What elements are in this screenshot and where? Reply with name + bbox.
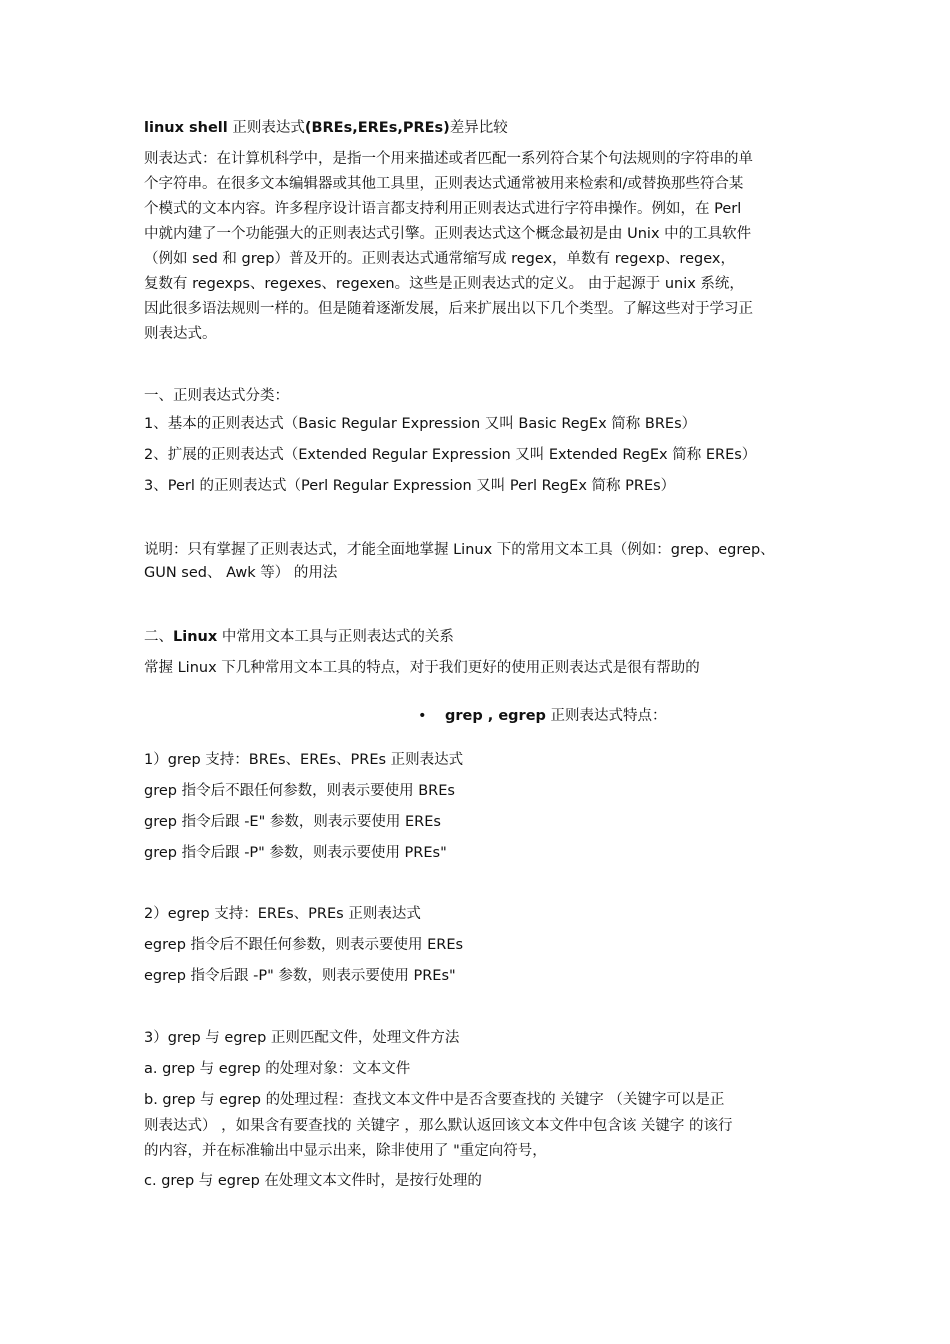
intro-line: 则表达式：在计算机科学中，是指一个用来描述或者匹配一系列符合某个句法规则的字符串的单 xyxy=(144,151,753,167)
classification-item: 3、Perl 的正则表达式（Perl Regular Expression 又叫 Perl RegEx 简称 PREs） xyxy=(144,478,676,494)
grep-line: grep 指令后跟 -P" 参数，则表示要使用 PREs" xyxy=(144,845,447,861)
classification-item: 2、扩展的正则表达式（Extended Regular Expression 又叫 Extended RegEx 简称 EREs） xyxy=(144,447,757,463)
section2-heading-suffix: 中常用文本工具与正则表达式的关系 xyxy=(217,629,454,645)
note-line: GUN sed、 Awk 等） 的用法 xyxy=(144,565,338,581)
intro-line: 因此很多语法规则一样的。但是随着逐渐发展，后来扩展出以下几个类型。了解这些对于学习正 xyxy=(144,301,753,317)
file-line: 则表达式） ，如果含有要查找的 关键字 ，那么默认返回该文本文件中包含该 关键字 的该行 xyxy=(144,1118,733,1134)
section1-heading: 一、正则表达式分类： xyxy=(144,388,289,404)
file-line: c. grep 与 egrep 在处理文本文件时，是按行处理的 xyxy=(144,1173,482,1189)
file-line: 的内容，并在标准输出中显示出来，除非使用了 "重定向符号， xyxy=(144,1143,547,1159)
file-line: b. grep 与 egrep 的处理过程：查找文本文件中是否含要查找的 关键字 （关键字可以是正 xyxy=(144,1092,725,1108)
file-line: 3）grep 与 egrep 正则匹配文件，处理文件方法 xyxy=(144,1030,460,1046)
bullet-text: 正则表达式特点： xyxy=(545,708,667,724)
egrep-line: egrep 指令后跟 -P" 参数，则表示要使用 PREs" xyxy=(144,968,456,984)
classification-item: 1、基本的正则表达式（Basic Regular Expression 又叫 Basic RegEx 简称 BREs） xyxy=(144,416,697,432)
intro-line: 复数有 regexps、regexes、regexen。这些是正则表达式的定义。 由于起源于 unix 系统， xyxy=(144,276,744,292)
intro-line: 则表达式。 xyxy=(144,326,217,342)
grep-line: 1）grep 支持：BREs、EREs、PREs 正则表达式 xyxy=(144,752,464,768)
note-line: 说明：只有掌握了正则表达式，才能全面地掌握 Linux 下的常用文本工具（例如：grep、egrep、 xyxy=(144,542,775,558)
section2-heading-prefix: 二、 xyxy=(144,629,173,645)
title-bold-types: (BREs,EREs,PREs) xyxy=(304,120,450,136)
grep-line: grep 指令后不跟任何参数，则表示要使用 BREs xyxy=(144,783,455,799)
section2-subtext: 常握 Linux 下几种常用文本工具的特点，对于我们更好的使用正则表达式是很有帮助的 xyxy=(144,660,700,676)
title-end: 差异比较 xyxy=(449,120,508,136)
title-text: 正则表达式 xyxy=(232,120,305,136)
document-title xyxy=(144,118,814,138)
title-bold-linux-shell: linux shell xyxy=(144,120,228,136)
grep-egrep-bullet xyxy=(418,706,667,726)
grep-line: grep 指令后跟 -E" 参数，则表示要使用 EREs xyxy=(144,814,441,830)
egrep-line: 2）egrep 支持：EREs、PREs 正则表达式 xyxy=(144,906,421,922)
intro-line: 中就内建了一个功能强大的正则表达式引擎。正则表达式这个概念最初是由 Unix 中的工具软件 xyxy=(144,226,752,242)
intro-line: 个字符串。在很多文本编辑器或其他工具里，正则表达式通常被用来检索和/或替换那些符合某 xyxy=(144,176,744,192)
intro-line: （例如 sed 和 grep）普及开的。正则表达式通常缩写成 regex，单数有 regexp、regex， xyxy=(144,251,735,267)
section2-heading xyxy=(144,627,814,647)
section2-heading-bold: Linux xyxy=(173,629,218,645)
bullet-icon: • xyxy=(418,708,427,724)
egrep-line: egrep 指令后不跟任何参数，则表示要使用 EREs xyxy=(144,937,464,953)
bullet-bold: grep , egrep xyxy=(445,708,546,724)
intro-line: 个模式的文本内容。许多程序设计语言都支持利用正则表达式进行字符串操作。例如，在 Perl xyxy=(144,201,742,217)
file-line: a. grep 与 egrep 的处理对象：文本文件 xyxy=(144,1061,411,1077)
